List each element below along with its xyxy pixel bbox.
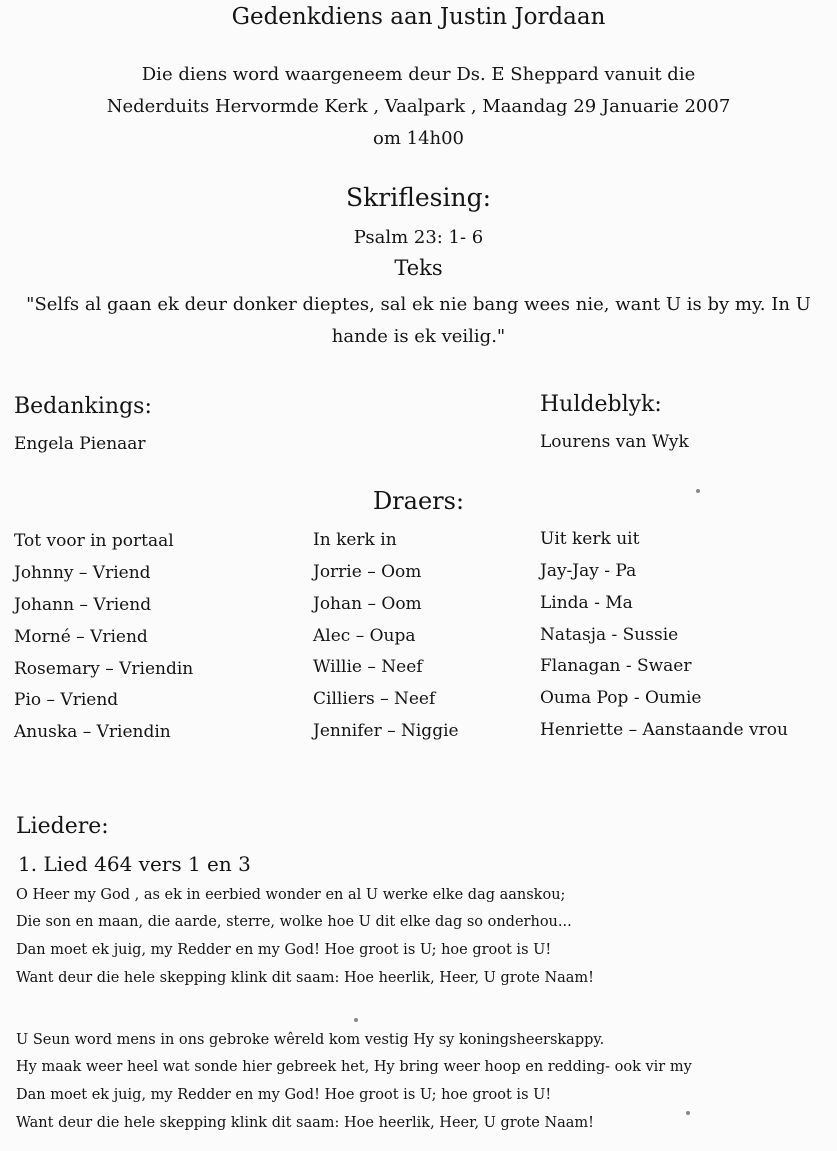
bearer-entry: Alec – Oupa [313,626,416,646]
thanks-heading: Bedankings: [14,394,152,419]
bearer-entry: Linda - Ma [540,593,633,613]
lyric-line: Dan moet ek juig, my Redder en my God! Hoe groot is U; hoe groot is U! [16,942,552,958]
bearer-entry: Henriette – Aanstaande vrou [540,720,788,740]
lyric-line: Dan moet ek juig, my Redder en my God! Hoe groot is U; hoe groot is U! [16,1087,552,1103]
intro-line-3: om 14h00 [372,128,465,149]
bearer-entry: Willie – Neef [313,657,423,677]
song-title: 1. Lied 464 vers 1 en 3 [18,852,251,876]
thanks-name: Engela Pienaar [14,434,146,454]
reading-passage: Psalm 23: 1- 6 [353,227,484,248]
bearer-entry: Anuska – Vriendin [14,722,171,742]
tribute-name: Lourens van Wyk [540,432,689,452]
lyric-line: Hy maak weer heel wat sonde hier gebreek het, Hy bring weer hoop en redding- ook vir my [16,1059,692,1075]
tribute-heading: Huldeblyk: [540,392,662,417]
bearer-entry: Natasja - Sussie [540,625,679,645]
intro-line-1: Die diens word waargeneem deur Ds. E Sheppard vanuit die [141,64,696,85]
lyric-line: Want deur die hele skepping klink dit saam: Hoe heerlik, Heer, U grote Naam! [16,970,595,986]
text-heading: Teks [394,256,443,280]
scan-speck [696,489,700,493]
lyric-line: U Seun word mens in ons gebroke wêreld kom vestig Hy sy koningsheerskappy. [16,1032,605,1048]
bearer-entry: Ouma Pop - Oumie [540,688,702,708]
lyric-line: Die son en maan, die aarde, sterre, wolke hoe U dit elke dag so onderhou... [16,914,572,930]
verse-line-2: hande is ek veilig." [331,326,506,347]
bearer-entry: Flanagan - Swaer [540,656,692,676]
bearer-entry: Jay-Jay - Pa [540,561,637,581]
bearer-entry: Cilliers – Neef [313,689,436,709]
intro-line-2: Nederduits Hervormde Kerk , Vaalpark , Maandag 29 Januarie 2007 [106,96,731,117]
bearer-entry: Rosemary – Vriendin [14,659,194,679]
bearer-entry: Johan – Oom [313,594,422,614]
songs-heading: Liedere: [16,814,109,839]
bearer-entry: Pio – Vriend [14,690,119,710]
page-title: Gedenkdiens aan Justin Jordaan [231,4,606,30]
reading-heading: Skriflesing: [345,183,492,212]
bearers-heading: Draers: [372,487,465,515]
verse-line-1: "Selfs al gaan ek deur donker dieptes, sal ek nie bang wees nie, want U is by my. In U [26,294,811,315]
bearers-column-title: In kerk in [313,530,397,550]
lyric-line: O Heer my God , as ek in eerbied wonder en al U werke elke dag aanskou; [16,887,566,903]
bearer-entry: Morné – Vriend [14,627,148,647]
bearer-entry: Johann – Vriend [14,595,152,615]
bearers-column-title: Uit kerk uit [540,529,640,549]
scan-speck [354,1018,358,1022]
scan-speck [686,1111,690,1115]
bearer-entry: Jorrie – Oom [313,562,422,582]
bearer-entry: Jennifer – Niggie [313,721,459,741]
lyric-line: Want deur die hele skepping klink dit saam: Hoe heerlik, Heer, U grote Naam! [16,1115,595,1131]
bearers-column-title: Tot voor in portaal [14,531,174,551]
bearer-entry: Johnny – Vriend [14,563,151,583]
